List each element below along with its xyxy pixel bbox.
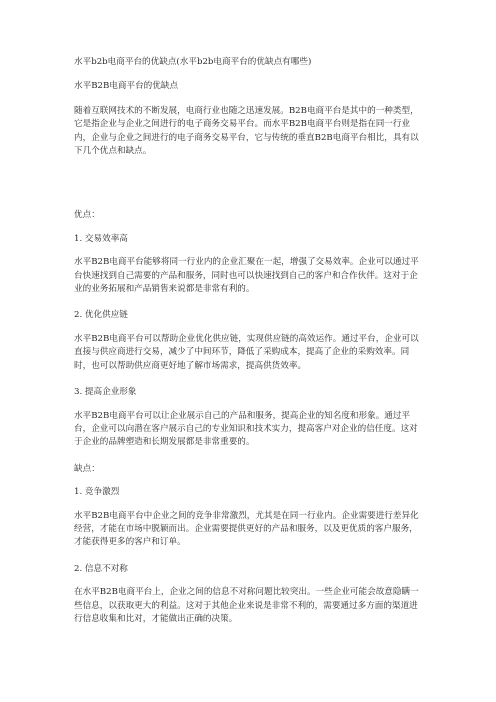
pro-item-1-body: 水平B2B电商平台能够将同一行业内的企业汇聚在一起，增强了交易效率。企业可以通过平台快速找到自己需要的产品和服务，同时也可以快速找到自己的客户和合作伙伴。这对于企业的业务拓展和产品销售来说都是非常有利的。 (74, 257, 419, 295)
cons-heading: 缺点： (74, 463, 100, 474)
document-subtitle: 水平B2B电商平台的优缺点 (74, 81, 179, 92)
document-title: 水平b2b电商平台的优缺点(水平b2b电商平台的优缺点有哪些) (74, 57, 312, 67)
pro-item-1-heading: 1. 交易效率高 (74, 233, 128, 244)
con-item-2-heading: 2. 信息不对称 (74, 563, 128, 574)
document-page (74, 56, 424, 639)
pro-item-2-heading: 2. 优化供应链 (74, 310, 128, 321)
intro-paragraph: 随着互联网技术的不断发展，电商行业也随之迅速发展。B2B电商平台是其中的一种类型，它是指企业与企业之间进行的电子商务交易平台。而水平B2B电商平台则是指在同一行业内，企业与企业之间进行的电子商务交易平台，它与传统的垂直B2B电商平台相比，具有以下几个优点和缺点。 (74, 105, 419, 157)
pros-heading: 优点： (74, 210, 100, 221)
pro-item-3-heading: 3. 提高企业形象 (74, 387, 137, 398)
con-item-2-body: 在水平B2B电商平台上，企业之间的信息不对称问题比较突出。一些企业可能会故意隐瞒一些信息，以获取更大的利益。这对于其他企业来说是非常不利的，需要通过多方面的渠道进行信息收集和比对，才能做出正确的决策。 (74, 587, 419, 624)
con-item-1-heading: 1. 竞争激烈 (74, 487, 120, 498)
section-spacer (74, 171, 424, 193)
con-item-1-body: 水平B2B电商平台中企业之间的竞争非常激烈，尤其是在同一行业内。企业需要进行差异化经营，才能在市场中脱颖而出。企业需要提供更好的产品和服务，以及更优质的客户服务，才能获得更多的客户和订单。 (74, 510, 419, 548)
pro-item-2-body: 水平B2B电商平台可以帮助企业优化供应链，实现供应链的高效运作。通过平台，企业可以直接与供应商进行交易，减少了中间环节，降低了采购成本，提高了企业的采购效率。同时，也可以帮助供应商更好地了解市场需求，提高供货效率。 (74, 333, 419, 371)
pro-item-3-body: 水平B2B电商平台可以让企业展示自己的产品和服务，提高企业的知名度和形象。通过平台，企业可以向潜在客户展示自己的专业知识和技术实力，提高客户对企业的信任度。这对于企业的品牌塑造和长期发展都是非常重要的。 (74, 410, 418, 448)
